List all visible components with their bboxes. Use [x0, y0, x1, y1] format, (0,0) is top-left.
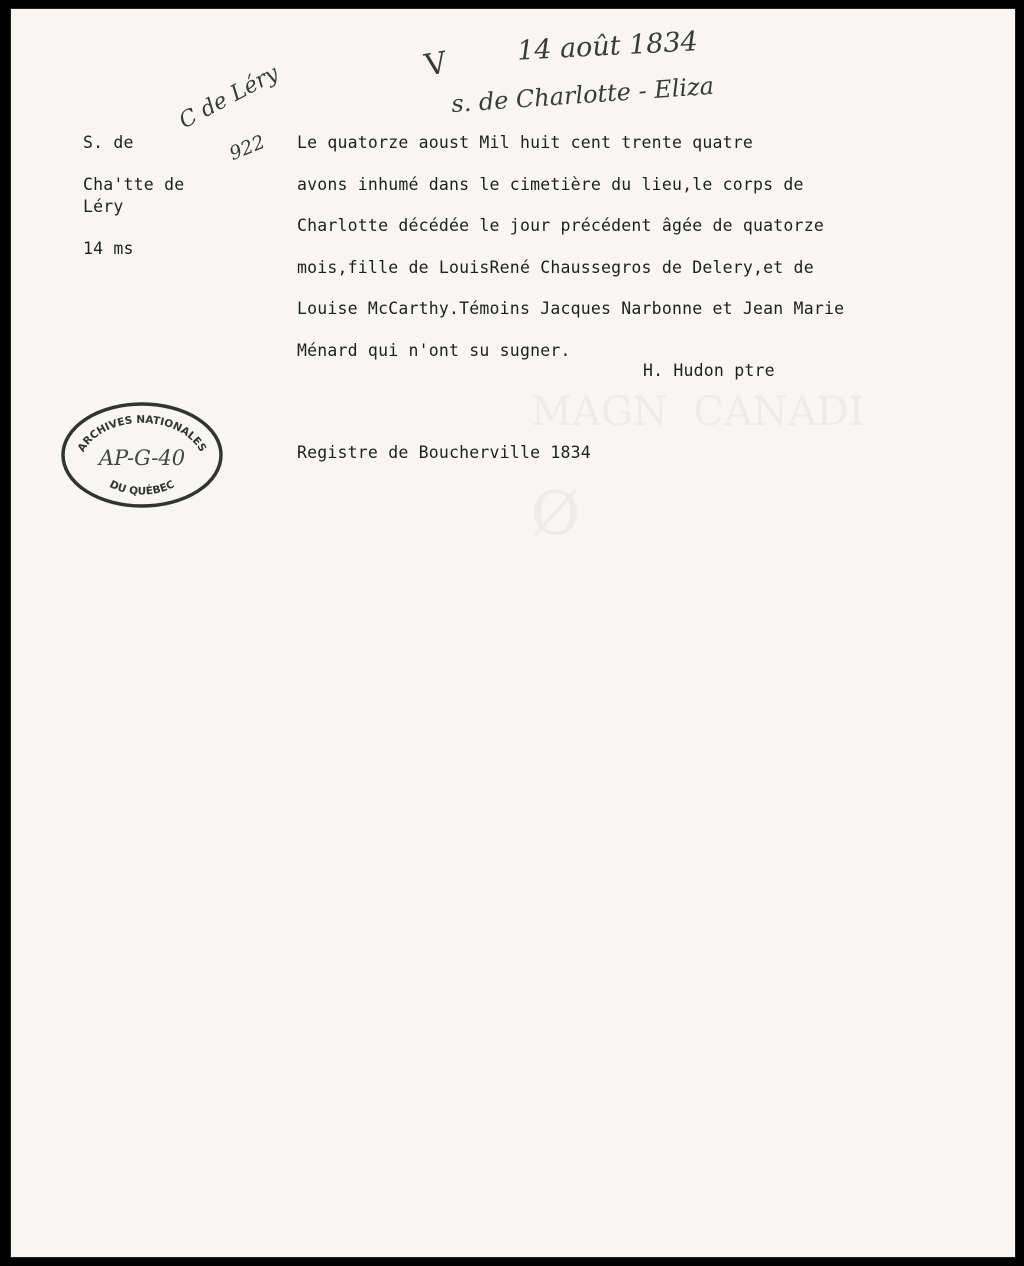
body-line: Le quatorze aoust Mil huit cent trente quatre	[297, 133, 754, 152]
handwritten-margin-name: C de Léry	[175, 60, 283, 134]
margin-line: Léry	[83, 197, 124, 216]
handwritten-subject: s. de Charlotte - Eliza	[450, 71, 715, 119]
archives-stamp	[59, 399, 225, 511]
stamp-bottom-text: DU QUÉBEC	[107, 478, 177, 498]
bleed-through-mark: Ø	[531, 479, 581, 549]
body-line: avons inhumé dans le cimetière du lieu,le corps de	[297, 175, 804, 194]
check-mark: V	[422, 45, 450, 84]
margin-line: Cha'tte de	[83, 175, 185, 194]
body-line: Ménard qui n'ont su sugner.	[297, 341, 571, 360]
margin-line: 14 ms	[83, 239, 134, 258]
body-line: Louise McCarthy.Témoins Jacques Narbonne et Jean Marie	[297, 299, 845, 318]
margin-line: S. de	[83, 133, 134, 152]
body-line: mois,fille de LouisRené Chaussegros de Delery,et de	[297, 258, 814, 277]
handwritten-date: 14 août 1834	[516, 26, 699, 67]
body-line: Charlotte décédée le jour précédent âgée de quatorze	[297, 216, 824, 235]
bleed-through-mark: MAGN CANADI	[531, 389, 865, 435]
register-source: Registre de Boucherville 1834	[297, 443, 591, 462]
handwritten-margin-number: 922	[226, 131, 269, 165]
document-page	[10, 8, 1016, 1258]
stamp-center-text: AP-G-40	[98, 446, 186, 470]
signature: H. Hudon ptre	[643, 361, 775, 380]
stamp-top-text: ARCHIVES NATIONALES	[75, 413, 209, 455]
